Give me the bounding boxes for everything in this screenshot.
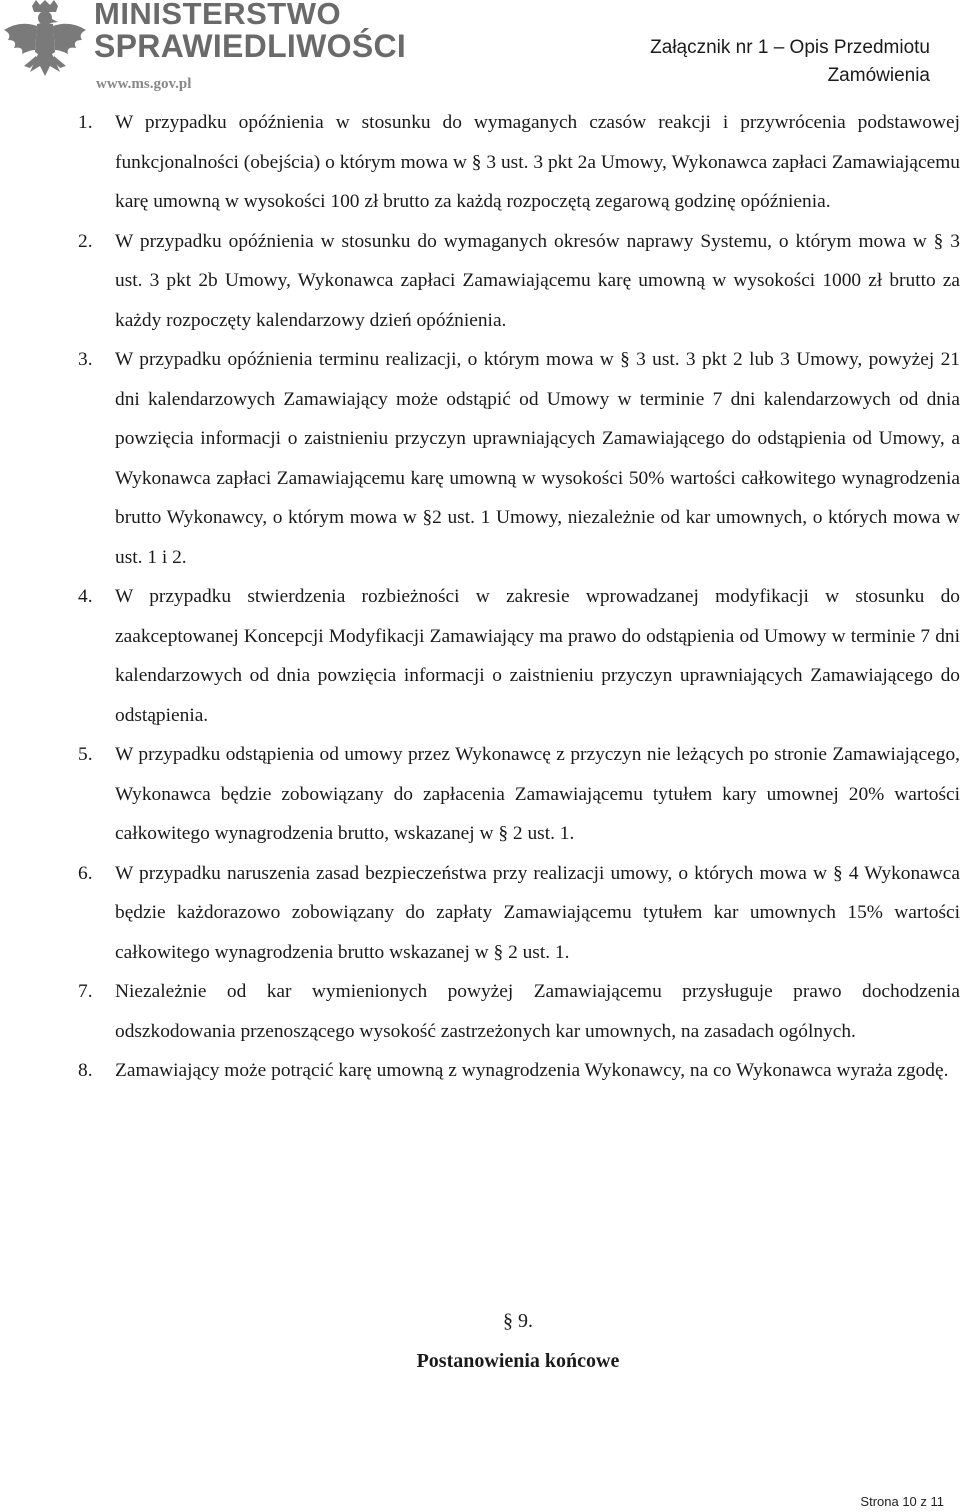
- attachment-title-line1: Załącznik nr 1 – Opis Przedmiotu: [650, 37, 930, 58]
- page-number: Strona 10 z 11: [860, 1494, 944, 1509]
- list-item-text: W przypadku opóźnienia w stosunku do wymaganych czasów reakcji i przywrócenia podstawowej funkcjonalności (obejścia) o którym mowa w § 3 ust. 3 pkt 2a Umowy, Wykonawca zapłaci Zamawiającemu karę umowną w wysokości 100 zł brutto za każdą rozpoczętą zegarową godzinę opóźnienia.: [115, 112, 960, 212]
- page-header: [0, 0, 960, 100]
- section-title: Postanowienia końcowe: [416, 1350, 620, 1372]
- list-item-number: 8.: [78, 1060, 93, 1081]
- attachment-title: [650, 34, 930, 90]
- section-number: § 9.: [503, 1310, 533, 1332]
- list-item-text: W przypadku opóźnienia terminu realizacji, o którym mowa w § 3 ust. 3 pkt 2 lub 3 Umowy, powyżej 21 dni kalendarzowych Zamawiający może odstąpić od Umowy w terminie 7 dni kalendarzowych od dnia powzięcia informacji o zaistnieniu przyczyn uprawniających Zamawiającego do odstąpienia od Umowy, a Wykonawca zapłaci Zamawiającemu karę umowną w wysokości 50% wartości całkowitego wynagrodzenia brutto Wykonawcy, o którym mowa w §2 ust. 1 Umowy, niezależnie od kar umownych, o których mowa w ust. 1 i 2.: [115, 349, 960, 568]
- list-item-text: W przypadku odstąpienia od umowy przez Wykonawcę z przyczyn nie leżących po stronie Zamawiającego, Wykonawca będzie zobowiązany do zapłacenia Zamawiającemu tytułem kary umownej 20% wartości całkowitego wynagrodzenia brutto, wskazanej w § 2 ust. 1.: [115, 744, 960, 844]
- list-item-number: 4.: [78, 586, 93, 607]
- list-item-number: 7.: [78, 981, 93, 1002]
- eagle-emblem-icon: [0, 0, 90, 96]
- list-item: [0, 735, 960, 854]
- list-item-text: W przypadku opóźnienia w stosunku do wymaganych okresów naprawy Systemu, o którym mowa w § 3 ust. 3 pkt 2b Umowy, Wykonawca zapłaci Zamawiającemu karę umowną w wysokości 1000 zł brutto za każdy rozpoczęty kalendarzowy dzień opóźnienia.: [115, 230, 960, 331]
- ministry-logo: [0, 0, 420, 100]
- ministry-name-line1: MINISTERSTWO: [94, 0, 342, 31]
- attachment-title-line2: Zamówienia: [827, 65, 930, 86]
- list-item-text: Niezależnie od kar wymienionych powyżej Zamawiającemu przysługuje prawo dochodzenia odszkodowania przenoszącego wysokość zastrzeżonych kar umownych, na zasadach ogólnych.: [115, 981, 960, 1042]
- list-item-text: W przypadku stwierdzenia rozbieżności w zakresie wprowadzanej modyfikacji w stosunku do zaakceptowanej Koncepcji Modyfikacji Zamawiający ma prawo do odstąpienia od Umowy w terminie 7 dni kalendarzowych od dnia powzięcia informacji o zaistnieniu przyczyn uprawniających Zamawiającego do odstąpienia.: [115, 586, 960, 726]
- list-item: [0, 340, 960, 577]
- penalty-clauses-list: [0, 103, 960, 1091]
- ministry-name-line2: SPRAWIEDLIWOŚCI: [94, 28, 407, 64]
- list-item-number: 2.: [78, 230, 93, 252]
- list-item: [0, 854, 960, 973]
- list-item: [0, 1051, 960, 1091]
- list-item-number: 6.: [78, 862, 93, 884]
- ministry-url: www.ms.gov.pl: [96, 76, 192, 92]
- document-body: [0, 103, 960, 1091]
- list-item-number: 5.: [78, 744, 93, 765]
- list-item: [0, 972, 960, 1051]
- list-item: [0, 222, 960, 341]
- list-item-text: Zamawiający może potrącić karę umowną z wynagrodzenia Wykonawcy, na co Wykonawca wyraża zgodę.: [115, 1060, 949, 1081]
- list-item-text: W przypadku naruszenia zasad bezpieczeństwa przy realizacji umowy, o których mowa w § 4 Wykonawca będzie każdorazowo zobowiązany do zapłaty Zamawiającemu tytułem kar umownych 15% wartości całkowitego wynagrodzenia brutto wskazanej w § 2 ust. 1.: [115, 862, 960, 963]
- list-item: [0, 577, 960, 735]
- list-item-number: 1.: [78, 112, 93, 133]
- list-item-number: 3.: [78, 349, 93, 370]
- list-item: [0, 103, 960, 222]
